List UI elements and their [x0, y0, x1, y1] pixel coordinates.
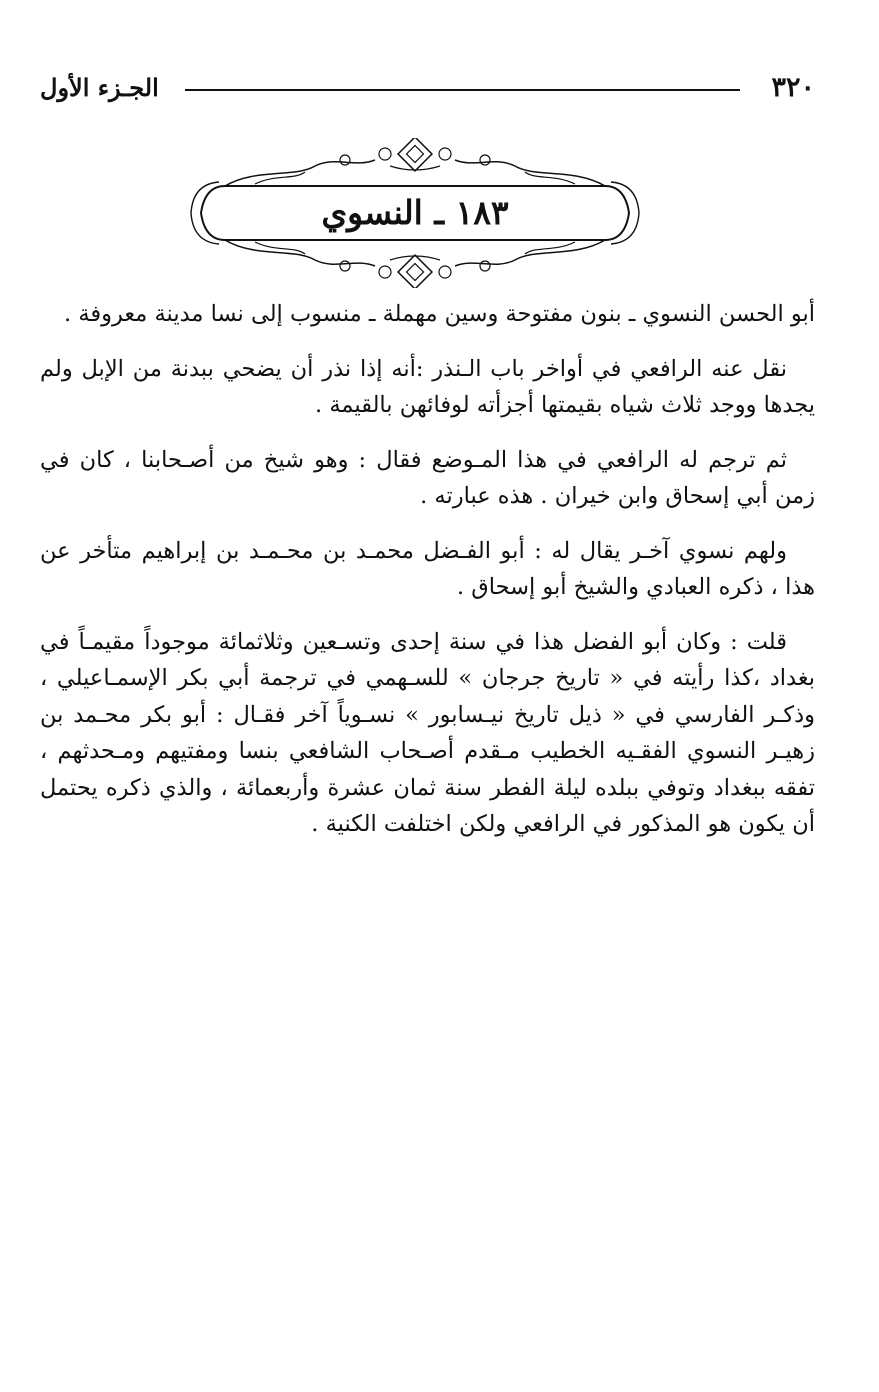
title-cartouche — [185, 138, 645, 288]
paragraph: قلت : وكان أبو الفضل هذا في سنة إحدى وتسـعين وثلاثمائة موجوداً مقيمـاً في بغداد ،كذا رأيته في « تاريخ جرجان » للسـهمي في ترجمة أبي بكر الإسمـاعيلي ، وذكـر الفارسي في « ذيل تاريخ نيـسابور » نسـوياً آخر فقـال : أبو بكر محـمد بن زهيـر النسوي الفقـيه الخطيب مـقدم أصـحاب الشافعي بنسا ومفتيهم ومـحدثهم ، تفقه ببغداد وتوفي ببلده ليلة الفطر سنة ثمان عشرة وأربعمائة ، والذي ذكره يحتمل أن يكون هو المذكور في الرافعي ولكن اختلفت الكنية . — [40, 628, 816, 837]
volume-title: الجـزء الأول — [40, 73, 159, 102]
paragraph: أبو الحسن النسوي ـ بنون مفتوحة وسين مهملة ـ منسوب إلى نسا مدينة معروفة . — [64, 301, 815, 327]
body-text — [40, 296, 815, 861]
header-rule — [185, 89, 740, 91]
entry-title: ١٨٣ ـ النسوي — [321, 193, 509, 232]
page-number: ٣٢٠ — [771, 72, 815, 103]
running-header — [40, 70, 815, 106]
paragraph: ثم ترجم له الرافعي في هذا المـوضع فقال : وهو شيخ من أصـحابنا ، كان في زمن أبي إسحاق وابن خيران . هذه عبارته . — [40, 446, 815, 509]
paragraph: نقل عنه الرافعي في أواخر باب الـنذر :أنه إذا نذر أن يضحي ببدنة من الإبل ولم يجدها ووجد ثلاث شياه بقيمتها أجزأته لوفائهن بالقيمة . — [40, 355, 815, 418]
paragraph: ولهم نسوي آخـر يقال له : أبو الفـضل محمـد بن محـمـد بن إبراهيم متأخر عن هذا ، ذكره العبادي والشيخ أبو إسحاق . — [40, 537, 815, 600]
